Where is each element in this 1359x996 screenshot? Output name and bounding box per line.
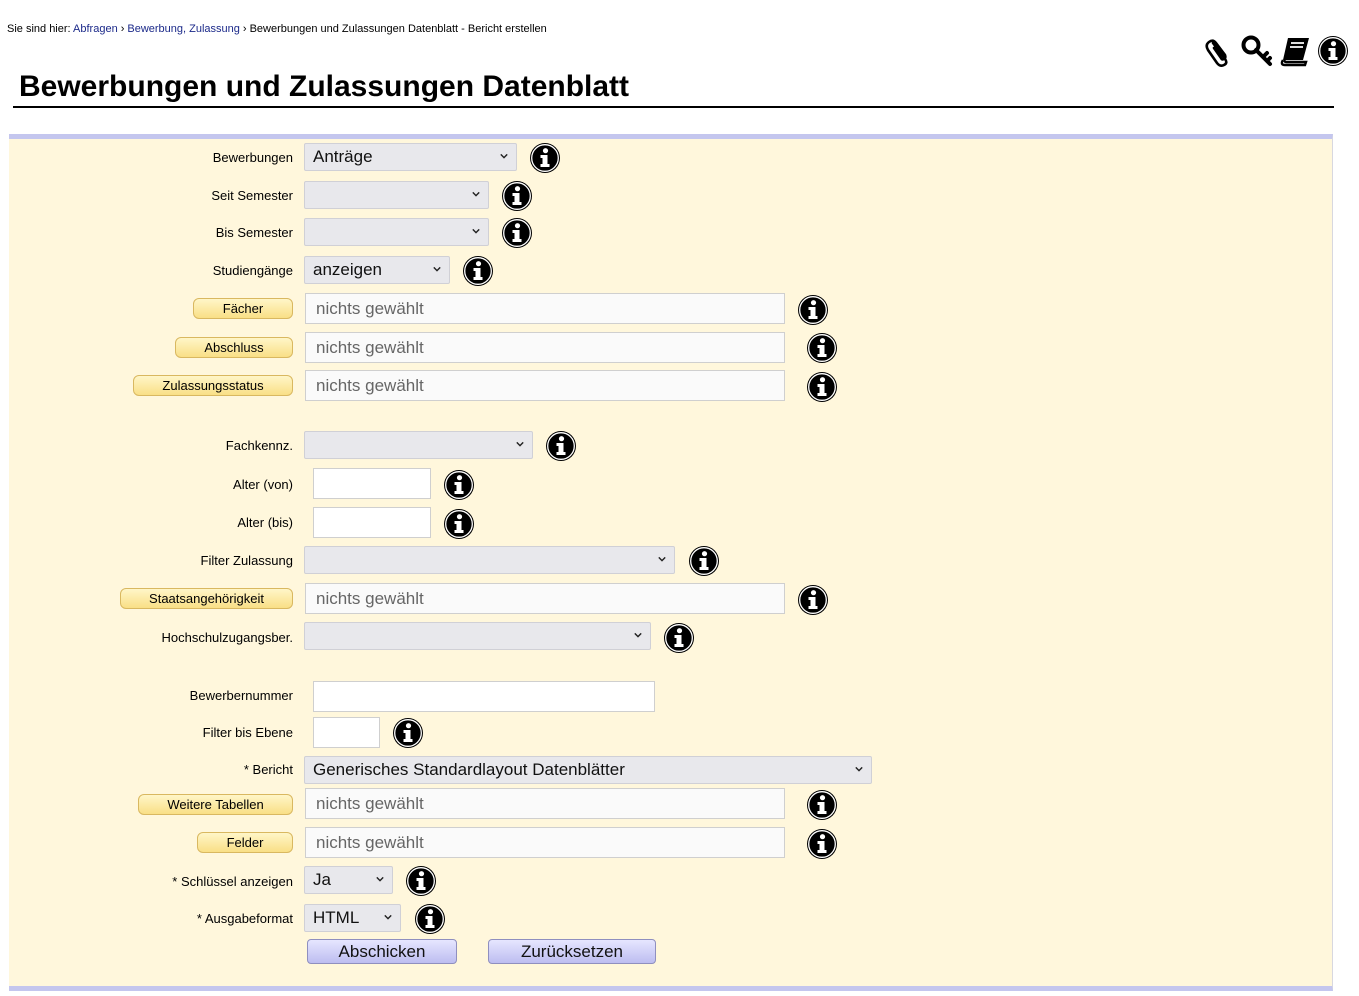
toolbar bbox=[1203, 34, 1349, 68]
page-title: Bewerbungen und Zulassungen Datenblatt bbox=[19, 70, 630, 103]
alter-von-input[interactable] bbox=[313, 468, 431, 499]
submit-button[interactable]: Abschicken bbox=[307, 939, 457, 964]
filter-zulassung-select[interactable] bbox=[304, 546, 675, 574]
reset-button[interactable]: Zurücksetzen bbox=[488, 939, 656, 964]
bericht-label: * Bericht bbox=[243, 762, 293, 777]
info-icon[interactable] bbox=[405, 865, 437, 897]
info-icon[interactable] bbox=[501, 180, 533, 212]
bis-semester-select[interactable] bbox=[304, 218, 489, 246]
chevron-down-icon bbox=[472, 227, 480, 235]
info-icon[interactable] bbox=[806, 371, 838, 403]
chevron-right-icon: › bbox=[242, 23, 247, 35]
ausgabeformat-label: * Ausgabeformat bbox=[196, 911, 293, 926]
weitere-tabellen-button[interactable]: Weitere Tabellen bbox=[138, 794, 293, 815]
fachkennz-label: Fachkennz. bbox=[225, 438, 293, 453]
felder-field[interactable]: nichts gewählt bbox=[305, 827, 785, 858]
chevron-down-icon bbox=[634, 631, 642, 639]
bericht-selected-value: Generisches Standardlayout Datenblätter bbox=[313, 760, 625, 779]
studiengaenge-select[interactable] bbox=[304, 256, 450, 284]
breadcrumb-prefix: Sie sind hier: bbox=[7, 23, 71, 35]
chevron-right-icon: › bbox=[120, 23, 125, 35]
breadcrumb-link-abfragen[interactable]: Abfragen bbox=[73, 23, 118, 35]
info-icon[interactable] bbox=[1317, 34, 1349, 68]
breadcrumb-current: Bewerbungen und Zulassungen Datenblatt - Bericht erstellen bbox=[249, 23, 547, 35]
book-icon[interactable] bbox=[1279, 34, 1311, 68]
bewerbernummer-input[interactable] bbox=[313, 681, 655, 712]
hochschulzugangsber-label: Hochschulzugangsber. bbox=[161, 630, 293, 645]
chevron-down-icon bbox=[376, 875, 384, 883]
info-icon[interactable] bbox=[797, 584, 829, 616]
chevron-down-icon bbox=[658, 555, 666, 563]
ausgabeformat-select[interactable] bbox=[304, 904, 401, 932]
info-icon[interactable] bbox=[392, 717, 424, 749]
abschluss-field[interactable]: nichts gewählt bbox=[305, 332, 785, 363]
faecher-field[interactable]: nichts gewählt bbox=[305, 293, 785, 324]
info-icon[interactable] bbox=[443, 508, 475, 540]
bis-semester-label: Bis Semester bbox=[215, 225, 293, 240]
hochschulzugangsber-select[interactable] bbox=[304, 622, 651, 650]
filter-bis-ebene-input[interactable] bbox=[313, 717, 380, 748]
chevron-down-icon bbox=[433, 265, 441, 273]
info-icon[interactable] bbox=[501, 217, 533, 249]
chevron-down-icon bbox=[384, 913, 392, 921]
info-icon[interactable] bbox=[663, 622, 695, 654]
zulassungsstatus-field[interactable]: nichts gewählt bbox=[305, 370, 785, 401]
paperclip-icon[interactable] bbox=[1203, 34, 1235, 68]
abschluss-button[interactable]: Abschluss bbox=[175, 337, 293, 358]
key-icon[interactable] bbox=[1241, 34, 1273, 68]
felder-button[interactable]: Felder bbox=[197, 832, 293, 853]
studiengaenge-label: Studiengänge bbox=[212, 263, 293, 278]
schluessel-anzeigen-label: * Schlüssel anzeigen bbox=[172, 874, 293, 889]
schluessel-anzeigen-selected-value: Ja bbox=[313, 870, 331, 889]
alter-bis-label: Alter (bis) bbox=[237, 515, 293, 530]
fachkennz-select[interactable] bbox=[304, 431, 533, 459]
chevron-down-icon bbox=[855, 765, 863, 773]
info-icon[interactable] bbox=[806, 332, 838, 364]
info-icon[interactable] bbox=[806, 828, 838, 860]
schluessel-anzeigen-select[interactable] bbox=[304, 866, 393, 894]
info-icon[interactable] bbox=[414, 903, 446, 935]
zulassungsstatus-button[interactable]: Zulassungsstatus bbox=[133, 375, 293, 396]
chevron-down-icon bbox=[500, 152, 508, 160]
title-divider bbox=[13, 106, 1334, 108]
faecher-button[interactable]: Fächer bbox=[193, 298, 293, 319]
info-icon[interactable] bbox=[545, 430, 577, 462]
weitere-tabellen-field[interactable]: nichts gewählt bbox=[305, 788, 785, 819]
breadcrumb bbox=[7, 23, 547, 35]
bewerbungen-selected-value: Anträge bbox=[313, 147, 373, 166]
staatsangehoerigkeit-field[interactable]: nichts gewählt bbox=[305, 583, 785, 614]
seit-semester-select[interactable] bbox=[304, 181, 489, 209]
seit-semester-label: Seit Semester bbox=[211, 188, 293, 203]
info-icon[interactable] bbox=[688, 545, 720, 577]
filter-bis-ebene-label: Filter bis Ebene bbox=[202, 725, 293, 740]
ausgabeformat-selected-value: HTML bbox=[313, 908, 360, 927]
info-icon[interactable] bbox=[797, 294, 829, 326]
alter-bis-input[interactable] bbox=[313, 507, 431, 538]
info-icon[interactable] bbox=[806, 789, 838, 821]
info-icon[interactable] bbox=[462, 255, 494, 287]
bewerbungen-select[interactable] bbox=[304, 143, 517, 171]
chevron-down-icon bbox=[516, 440, 524, 448]
studiengaenge-selected-value: anzeigen bbox=[313, 260, 383, 279]
breadcrumb-link-bewerbung-zulassung[interactable]: Bewerbung, Zulassung bbox=[127, 23, 240, 35]
info-icon[interactable] bbox=[529, 142, 561, 174]
staatsangehoerigkeit-button[interactable]: Staatsangehörigkeit bbox=[120, 588, 293, 609]
info-icon[interactable] bbox=[443, 469, 475, 501]
filter-zulassung-label: Filter Zulassung bbox=[200, 553, 293, 568]
alter-von-label: Alter (von) bbox=[233, 477, 293, 492]
bewerbungen-label: Bewerbungen bbox=[212, 150, 293, 165]
bericht-select[interactable] bbox=[304, 756, 872, 784]
chevron-down-icon bbox=[472, 190, 480, 198]
bewerbernummer-label: Bewerbernummer bbox=[189, 688, 293, 703]
